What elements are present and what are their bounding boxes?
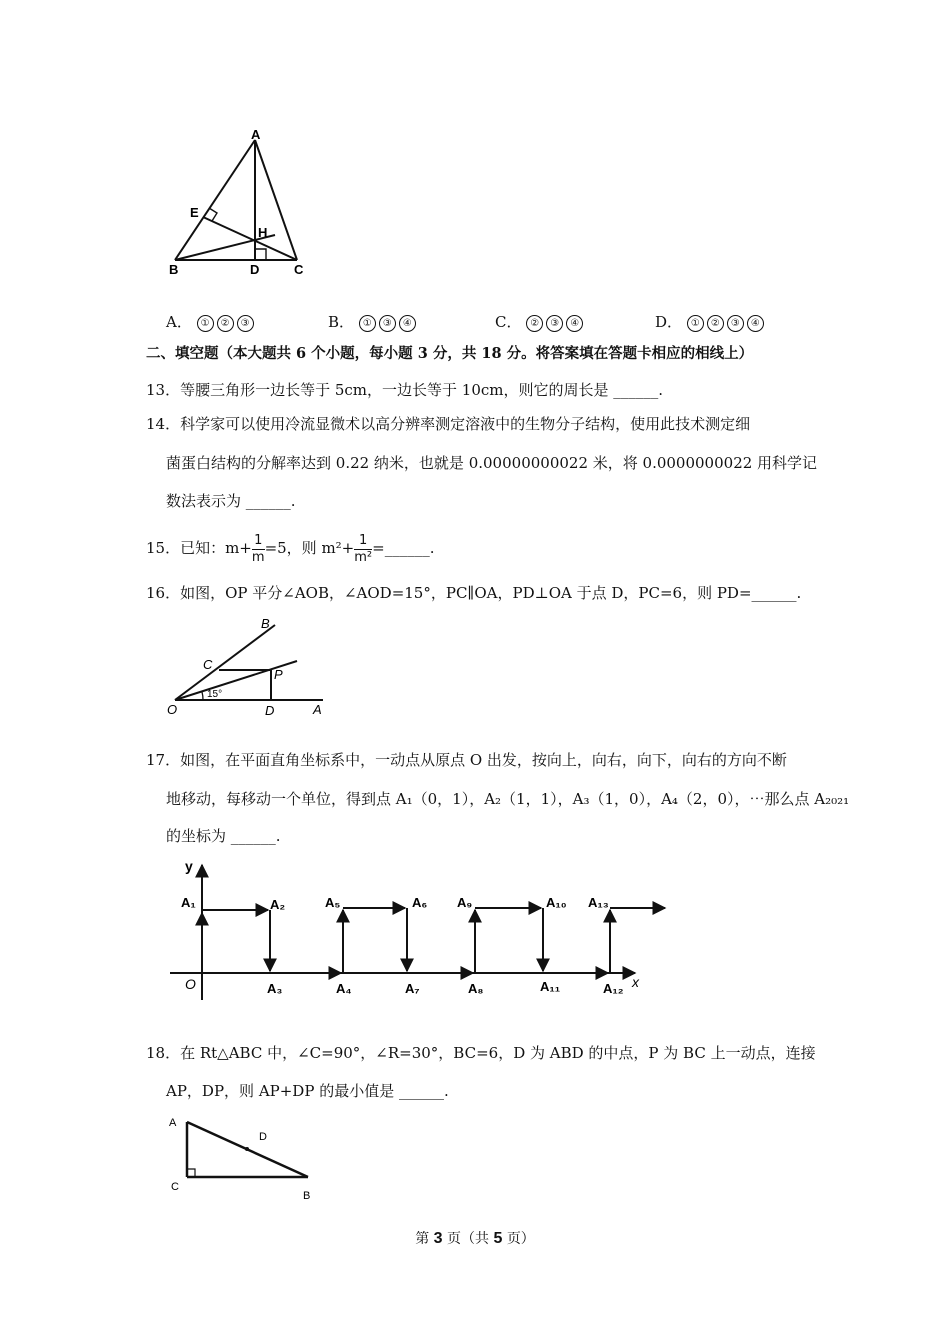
coordinate-path-figure [165, 855, 685, 1005]
q15-mid: =5，则 m²+ [264, 539, 355, 557]
axis-y: y [185, 858, 193, 874]
circle-mark: ① [359, 315, 376, 332]
footer-mid: 页（共 [447, 1231, 489, 1247]
label-c: C [171, 1181, 179, 1193]
label-h: H [258, 225, 268, 240]
fraction-1-den: m [251, 549, 265, 565]
label-a3: A₃ [267, 981, 283, 996]
option-c-label: C． [495, 313, 522, 331]
fraction-2-den: m² [354, 549, 373, 565]
triangle-figure [165, 125, 325, 280]
question-14-line1: 14．科学家可以使用冷流显微术以高分辨率测定溶液中的生物分子结构，使用此技术测定细 [146, 415, 751, 433]
label-a1: A₁ [181, 895, 196, 910]
right-triangle-figure [165, 1112, 325, 1204]
question-14-line3: 数法表示为 ______. [166, 492, 296, 510]
circle-mark: ③ [237, 315, 254, 332]
question-13: 13．等腰三角形一边长等于 5cm，一边长等于 10cm，则它的周长是 ______. [146, 381, 664, 399]
label-a: A [251, 127, 261, 142]
label-a12: A₁₂ [603, 981, 624, 996]
option-d[interactable] [655, 312, 767, 332]
label-p: P [274, 667, 283, 682]
page-footer [0, 1228, 950, 1248]
circle-mark: ① [197, 315, 214, 332]
label-o: O [167, 702, 178, 717]
label-angle: 15° [207, 689, 223, 700]
question-14-line2: 菌蛋白结构的分解率达到 0.22 纳米，也就是 0.00000000022 米，将 0.0000000022 用科学记 [166, 454, 818, 472]
label-a11: A₁₁ [540, 979, 561, 994]
label-a9: A₉ [457, 895, 473, 910]
circle-mark: ① [687, 315, 704, 332]
section-title: 二、填空题（本大题共 6 个小题，每小题 3 分，共 18 分。将答案填在答题卡相应的相线上） [146, 345, 754, 362]
option-a-label: A． [166, 313, 192, 331]
label-a: A [169, 1117, 177, 1129]
axis-x: x [632, 974, 639, 990]
circle-mark: ③ [727, 315, 744, 332]
label-e: E [190, 205, 199, 220]
q15-prefix: 15．已知：m+ [146, 539, 252, 557]
option-b-label: B． [328, 313, 355, 331]
circle-mark: ② [217, 315, 234, 332]
label-a6: A₆ [412, 895, 428, 910]
circle-mark: ② [526, 315, 543, 332]
label-d: D [250, 262, 260, 277]
footer-total-pages: 5 [493, 1230, 503, 1247]
label-a5: A₅ [325, 895, 341, 910]
footer-page-number: 3 [433, 1230, 443, 1247]
option-d-label: D． [655, 313, 683, 331]
option-c[interactable] [495, 312, 586, 332]
label-a10: A₁₀ [546, 895, 567, 910]
circle-mark: ② [707, 315, 724, 332]
question-18-line2: AP，DP，则 AP+DP 的最小值是 ______. [166, 1082, 449, 1100]
circle-mark: ④ [747, 315, 764, 332]
label-a2: A₂ [270, 897, 286, 912]
option-b[interactable] [328, 312, 419, 332]
circle-mark: ④ [566, 315, 583, 332]
label-a7: A₇ [405, 981, 420, 996]
label-a4: A₄ [336, 981, 352, 996]
q15-suffix: =______. [372, 539, 435, 557]
question-17-line3: 的坐标为 ______. [166, 827, 281, 845]
question-18-line1: 18．在 Rt△ABC 中，∠C=90°，∠R=30°，BC=6，D 为 ABD 的中点，P 为 BC 上一动点，连接 [146, 1044, 816, 1062]
question-17-line1: 17．如图，在平面直角坐标系中，一动点从原点 O 出发，按向上，向右，向下，向右的方向不断 [146, 751, 787, 769]
option-a[interactable] [166, 312, 257, 332]
label-a: A [313, 702, 322, 717]
fraction-2 [354, 533, 372, 566]
question-17-line2: 地移动，每移动一个单位，得到点 A₁（0，1），A₂（1，1），A₃（1，0），A₄（2，0），⋯那么点 A₂₀₂₁ [166, 790, 850, 808]
label-d: D [265, 703, 275, 718]
circle-mark: ③ [546, 315, 563, 332]
angle-bisector-figure [165, 612, 335, 722]
label-b: B [261, 616, 270, 631]
label-a13: A₁₃ [588, 895, 609, 910]
label-c: C [203, 657, 213, 672]
fraction-1-num: 1 [252, 533, 265, 550]
question-16: 16．如图，OP 平分∠AOB，∠AOD=15°，PC∥OA，PD⊥OA 于点 D，PC=6，则 PD=______. [146, 584, 802, 602]
label-a8: A₈ [468, 981, 484, 996]
footer-pre: 第 [415, 1231, 430, 1247]
origin-o: O [185, 976, 196, 992]
label-c: C [294, 262, 304, 277]
question-15 [146, 528, 434, 568]
footer-post: 页） [506, 1231, 535, 1247]
circle-mark: ④ [399, 315, 416, 332]
label-b: B [303, 1190, 311, 1202]
fraction-1 [252, 533, 265, 566]
label-d: D [259, 1131, 267, 1143]
fraction-2-num: 1 [354, 533, 372, 550]
label-b: B [169, 262, 179, 277]
circle-mark: ③ [379, 315, 396, 332]
